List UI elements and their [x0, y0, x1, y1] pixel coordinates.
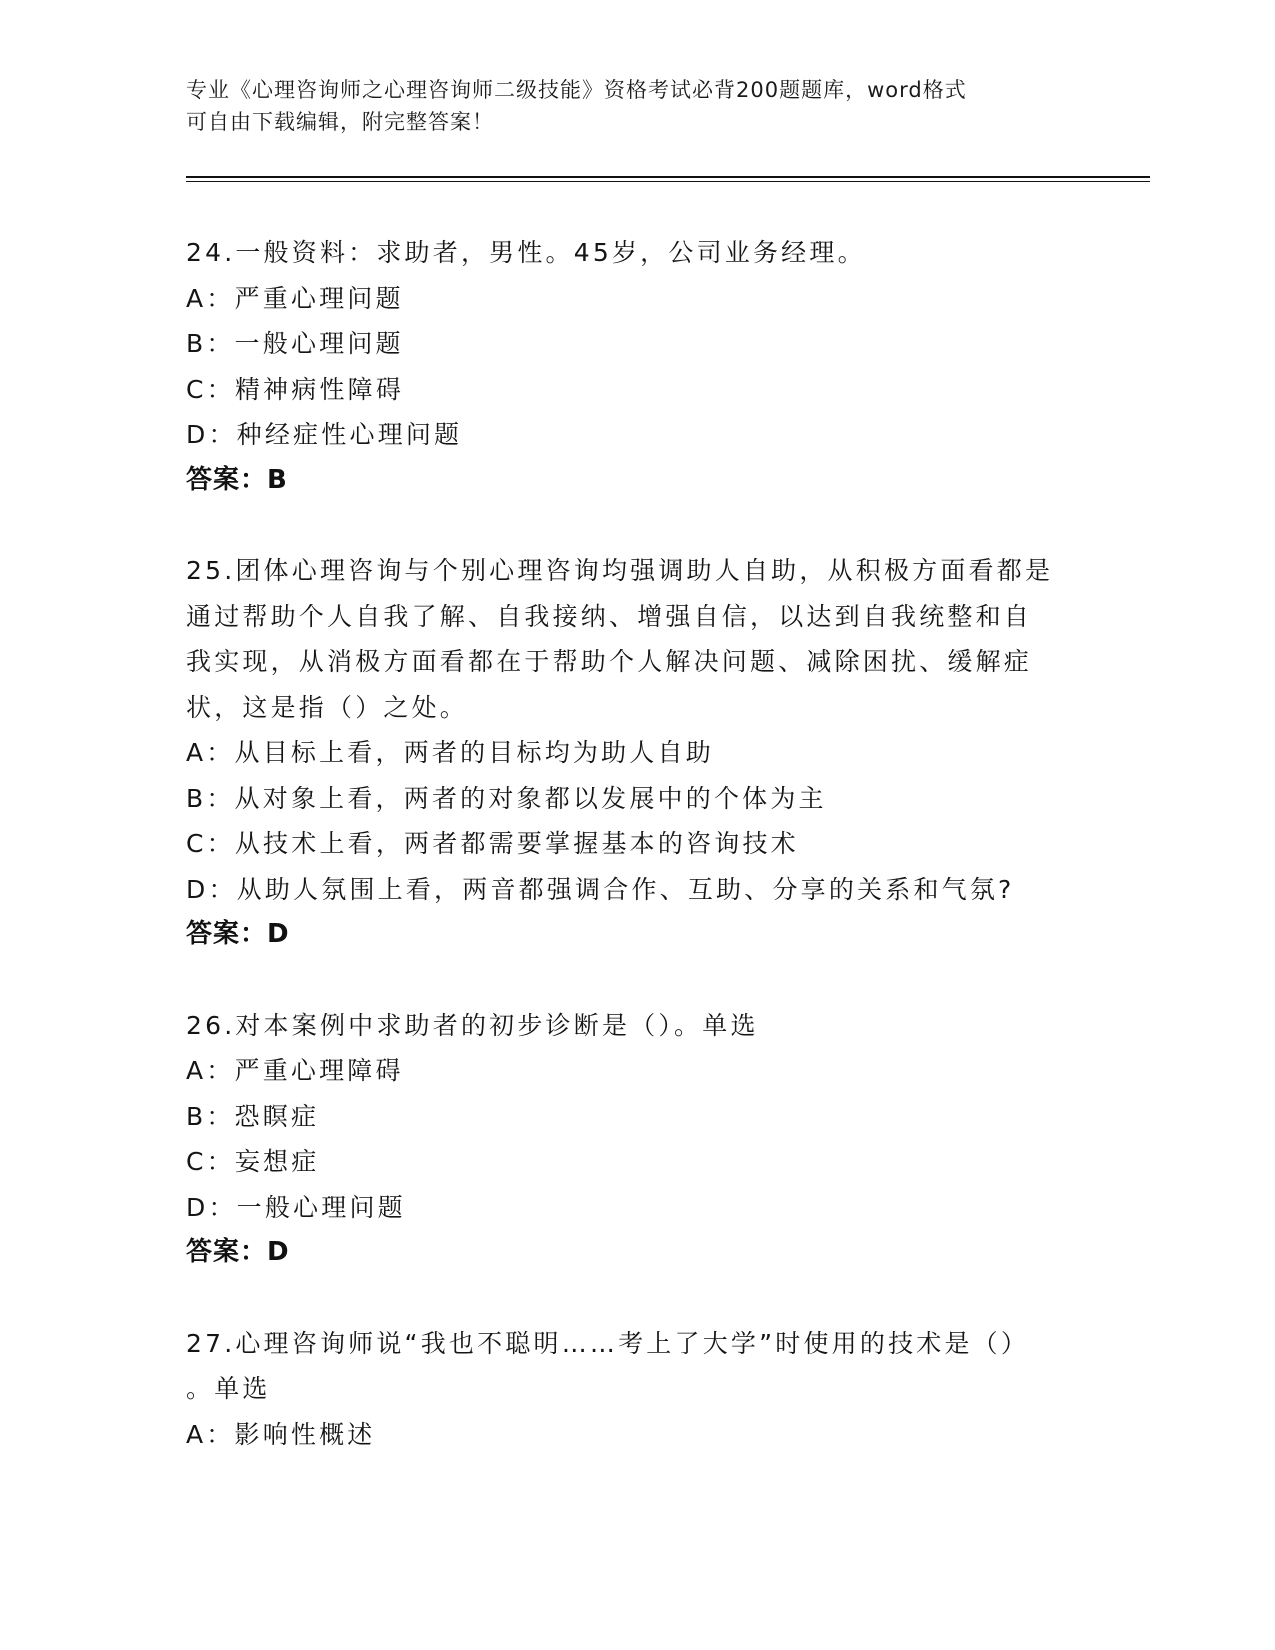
question-text: 26.对本案例中求助者的初步诊断是（）。单选: [186, 1010, 759, 1040]
question-27: [186, 1321, 1086, 1458]
option-b: B：恐瞑症: [186, 1101, 320, 1131]
option-c: C：精神病性障碍: [186, 374, 405, 404]
option-a: A：从目标上看，两者的目标均为助人自助: [186, 738, 714, 767]
question-26: [186, 1003, 1086, 1276]
question-text: 24.一般资料：求助者，男性。45岁，公司业务经理。: [186, 238, 866, 267]
option-d: D：一般心理问题: [186, 1192, 406, 1222]
option-a: A：影响性概述: [186, 1419, 376, 1449]
answer: 答案：B: [186, 464, 288, 495]
question-text: 我实现，从消极方面看都在于帮助个人解决问题、减除困扰、缓解症: [186, 647, 1033, 676]
answer: 答案：D: [186, 919, 290, 949]
option-c: C：妄想症: [186, 1147, 320, 1176]
question-text: 通过帮助个人自我了解、自我接纳、增强自信，以达到自我统整和自: [186, 601, 1033, 631]
option-a: A：严重心理问题: [186, 283, 404, 313]
option-c: C：从技术上看，两者都需要掌握基本的咨询技术: [186, 829, 799, 858]
question-list: [186, 230, 1086, 1457]
header-divider: [186, 176, 1150, 178]
question-text: 。单选: [186, 1374, 271, 1403]
header-line-1: 专业《心理咨询师之心理咨询师二级技能》资格考试必背200题题库，word格式: [186, 78, 967, 102]
option-b: B：一般心理问题: [186, 329, 404, 358]
question-25: [186, 548, 1086, 958]
question-text: 状，这是指（）之处。: [186, 692, 469, 722]
document-header: [186, 74, 1066, 138]
question-24: [186, 230, 1086, 503]
question-text: 27.心理咨询师说“我也不聪明……考上了大学”时使用的技术是（）: [186, 1328, 1030, 1358]
option-d: D：种经症性心理问题: [186, 420, 463, 449]
option-a: A：严重心理障碍: [186, 1056, 404, 1085]
header-line-2: 可自由下载编辑，附完整答案！: [186, 110, 494, 134]
question-text: 25.团体心理咨询与个别心理咨询均强调助人自助，从积极方面看都是: [186, 556, 1054, 585]
header-divider-thin: [186, 181, 1150, 182]
answer: 答案：D: [186, 1237, 290, 1267]
option-d: D：从助人氛围上看，两音都强调合作、互助、分享的关系和气氛?: [186, 874, 1015, 904]
option-b: B：从对象上看，两者的对象都以发展中的个体为主: [186, 783, 827, 813]
